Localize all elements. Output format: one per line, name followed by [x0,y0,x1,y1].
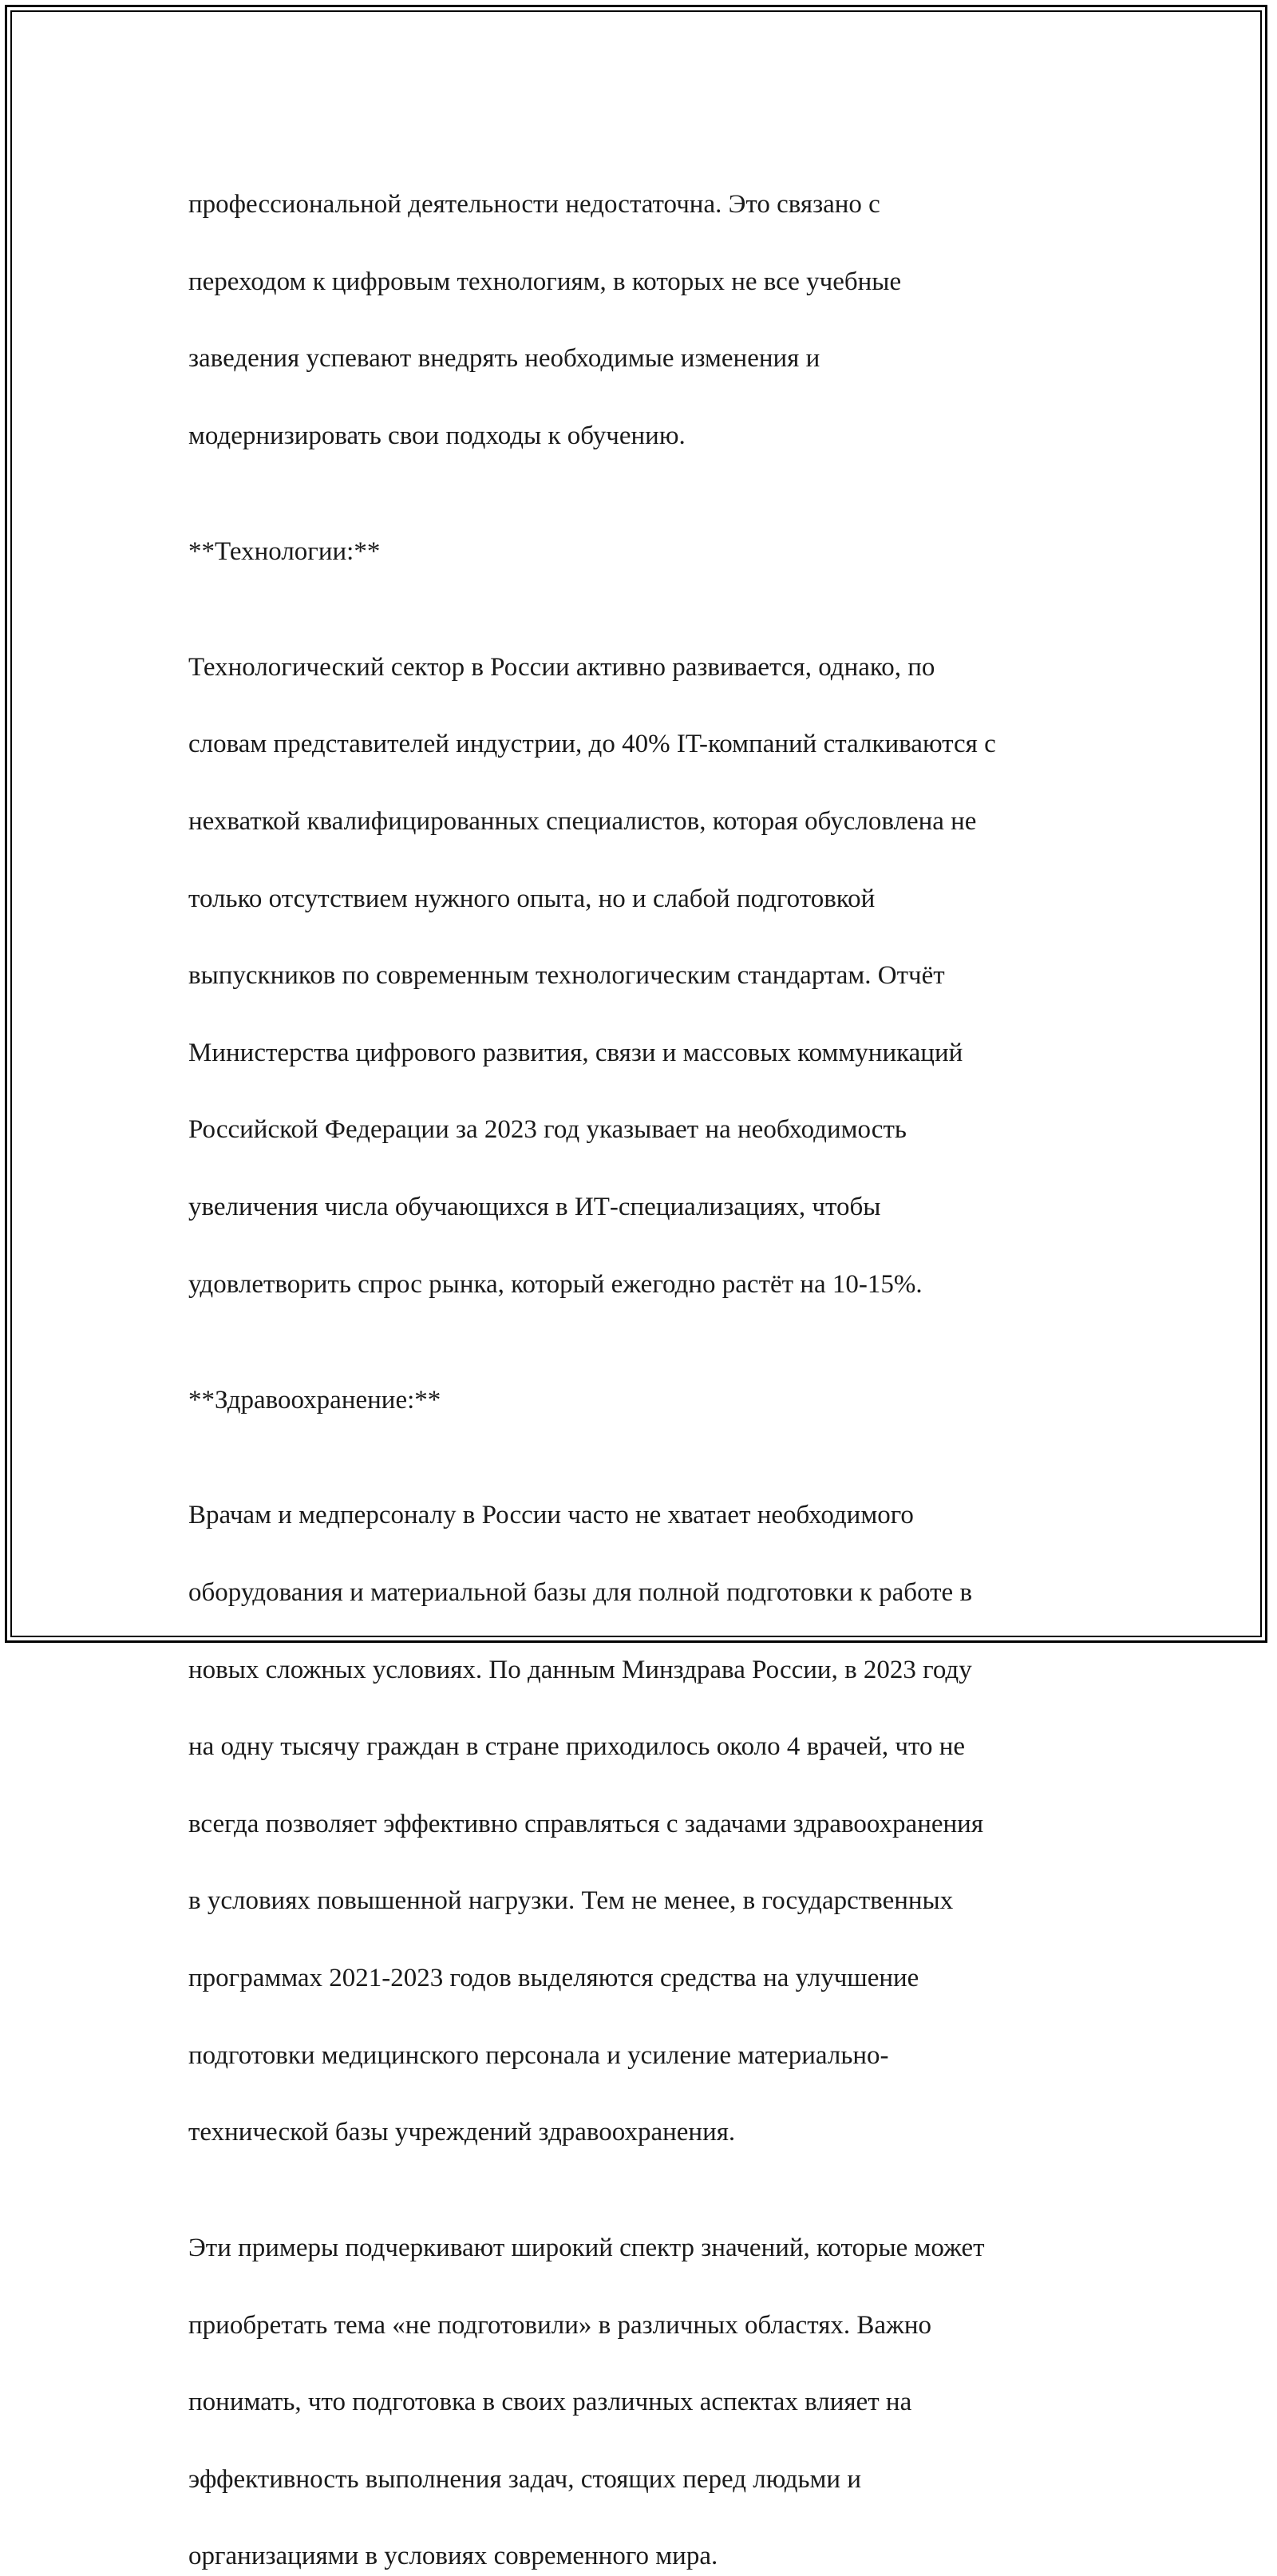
text-line: профессиональной деятельности недостаточна. Это связано с [188,190,880,220]
text-line: Российской Федерации за 2023 год указывает на необходимость [188,1115,907,1145]
text-line: Врачам и медперсоналу в России часто не хватает необходимого [188,1501,914,1530]
heading-technologies [188,494,1114,572]
text-line: заведения успевают внедрять необходимые изменения и [188,344,820,374]
text-line: на одну тысячу граждан в стране приходилось около 4 врачей, что не [188,1732,966,1762]
text-line: организациями в условиях современного мира. [188,2542,718,2571]
text-line: словам представителей индустрии, до 40% IT-компаний сталкиваются с [188,730,996,759]
paragraph-healthcare [188,1458,1114,2151]
paragraph-spacer [188,455,1114,493]
paragraph-education-end [188,147,1114,455]
text-line: переходом к цифровым технологиям, в которых не все учебные [188,267,902,296]
heading-text: **Здравоохранение:** [188,1385,441,1415]
text-line: программах 2021-2023 годов выделяются средства на улучшение [188,1963,919,1992]
text-line: Эти примеры подчеркивают широкий спектр значений, которые может [188,2234,985,2263]
text-line: приобретать тема «не подготовили» в различных областях. Важно [188,2310,931,2340]
text-line: новых сложных условиях. По данным Минздрава России, в 2023 году [188,1655,972,1684]
paragraph-spacer [188,1304,1114,1342]
text-line: технической базы учреждений здравоохранения. [188,2118,736,2147]
text-line: всегда позволяет эффективно справляться с задачами здравоохранения [188,1809,983,1838]
text-line: в условиях повышенной нагрузки. Тем не менее, в государственных [188,1886,954,1916]
paragraph-spacer [188,2151,1114,2190]
text-line: только отсутствием нужного опыта, но и слабой подготовкой [188,884,876,913]
heading-text: **Технологии:** [188,536,381,566]
paragraph-spacer [188,571,1114,609]
text-line: модернизировать свои подходы к обучению. [188,421,686,451]
text-line: нехваткой квалифицированных специалистов, которая обусловлена не [188,807,977,837]
paragraph-technologies [188,610,1114,1304]
heading-healthcare [188,1342,1114,1419]
document-body [188,147,1114,2576]
paragraph-spacer [188,1419,1114,1458]
text-line: Министерства цифрового развития, связи и массовых коммуникаций [188,1038,963,1067]
text-line: понимать, что подготовка в своих различных аспектах влияет на [188,2388,912,2417]
paragraph-conclusion [188,2190,1114,2576]
text-line: подготовки медицинского персонала и усиление материально- [188,2040,889,2070]
text-line: увеличения числа обучающихся в ИТ-специализациях, чтобы [188,1193,881,1222]
text-line: эффективность выполнения задач, стоящих перед людьми и [188,2464,861,2494]
text-line: оборудования и материальной базы для полной подготовки к работе в [188,1577,973,1607]
text-line: выпускников по современным технологическим стандартам. Отчёт [188,961,945,991]
text-line: Технологический сектор в России активно развивается, однако, по [188,652,935,682]
text-line: удовлетворить спрос рынка, который ежегодно растёт на 10-15%. [188,1269,923,1299]
